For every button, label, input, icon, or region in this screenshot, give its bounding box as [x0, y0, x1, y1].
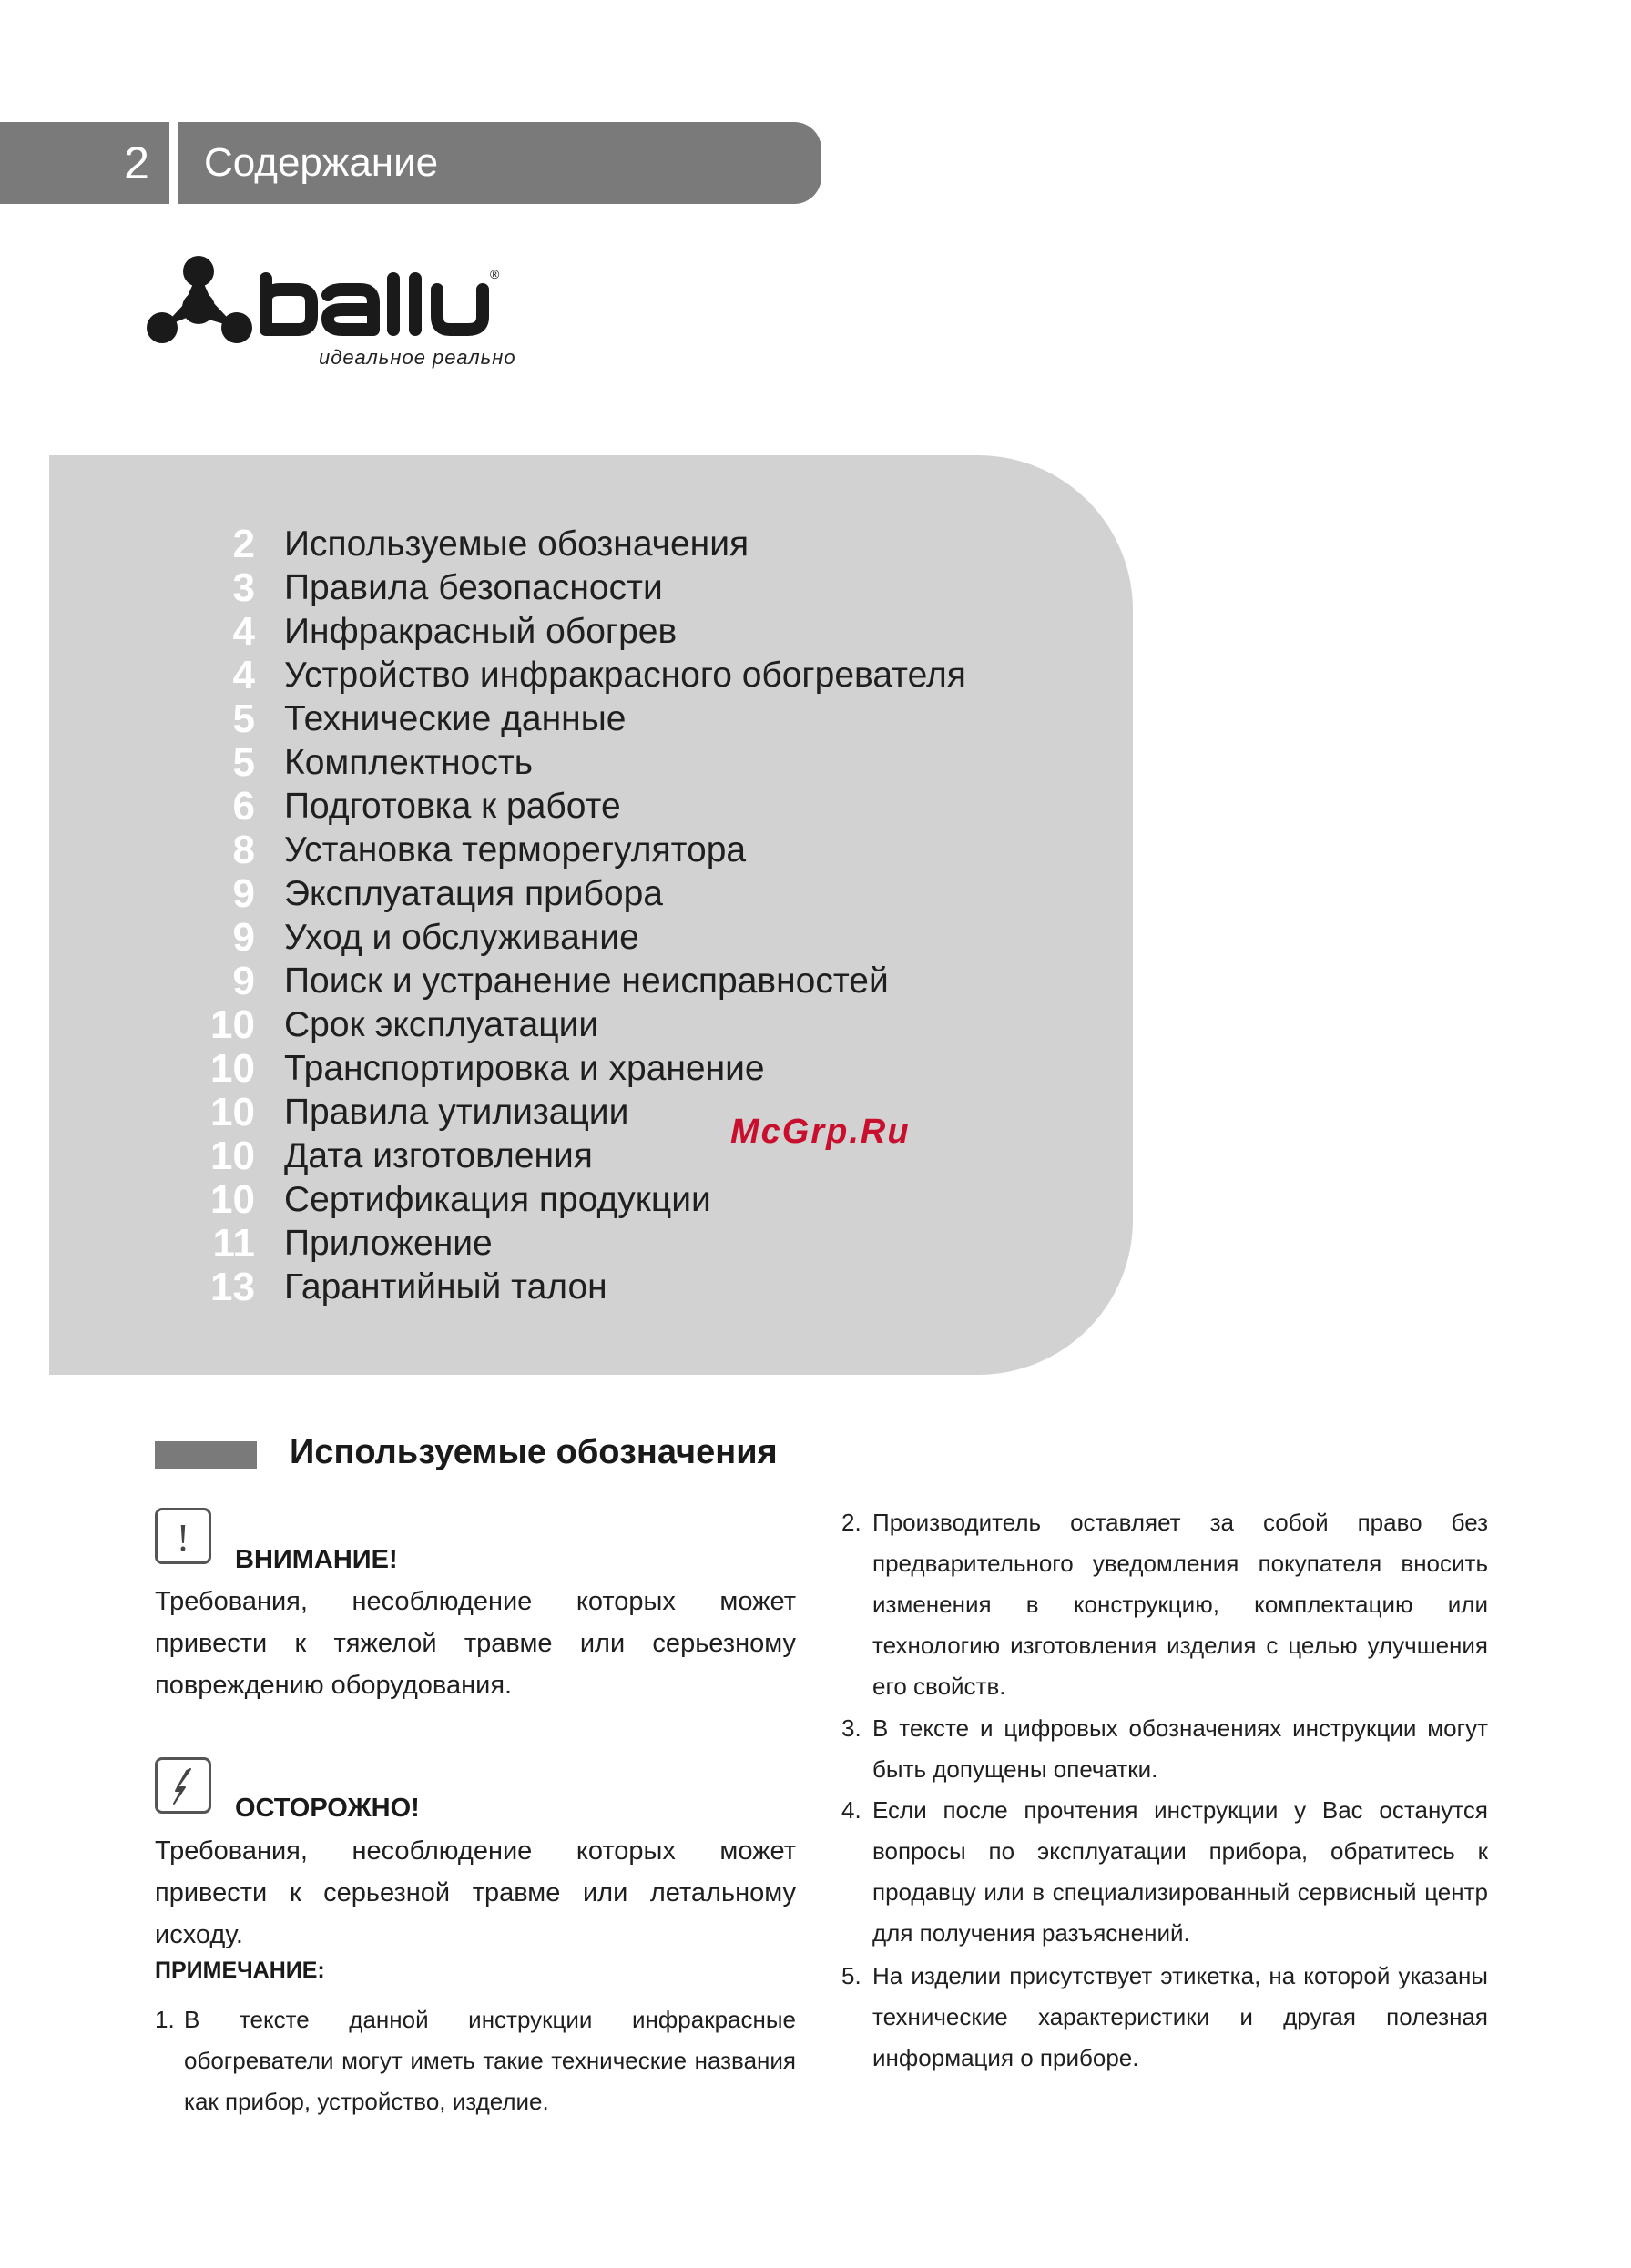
- toc-title: Подготовка к работе: [284, 787, 621, 826]
- toc-entry[interactable]: [49, 1222, 1133, 1266]
- exclamation-icon: [155, 1508, 211, 1564]
- toc-title: Устройство инфракрасного обогревателя: [284, 656, 966, 695]
- toc-title: Гарантийный талон: [284, 1267, 607, 1307]
- brand-wordmark: [266, 279, 483, 330]
- toc-page-number: 10: [210, 1002, 255, 1047]
- toc-title: Инфракрасный обогрев: [284, 612, 678, 651]
- note-item: [155, 1999, 796, 2122]
- logo-tagline: идеальное реально: [319, 346, 516, 369]
- toc-entry[interactable]: [49, 1091, 1133, 1134]
- toc-page-number: 8: [232, 828, 255, 872]
- toc-entry[interactable]: [49, 697, 1133, 741]
- section-heading: Используемые обозначения: [290, 1433, 778, 1471]
- toc-page-number: 11: [212, 1221, 255, 1266]
- toc-title: Дата изготовления: [284, 1136, 593, 1175]
- toc-page-number: 10: [210, 1177, 255, 1222]
- page-number: 2: [124, 137, 149, 188]
- toc-page-number: 5: [232, 740, 255, 785]
- watermark: McGrp.Ru: [730, 1113, 911, 1151]
- note-item: [841, 1708, 1488, 1790]
- warning-text: Требования, несоблюдение которых может привести к тяжелой травме или серьезному повреждению оборудования.: [155, 1587, 796, 1700]
- toc-entry[interactable]: [49, 1047, 1133, 1091]
- toc-page-number: 13: [210, 1265, 255, 1309]
- toc-title: Комплектность: [284, 743, 534, 782]
- toc-entry[interactable]: [49, 1003, 1133, 1047]
- toc-title: Уход и обслуживание: [284, 918, 639, 957]
- toc-page-number: 6: [232, 784, 255, 829]
- toc-title: Поиск и устранение неисправностей: [284, 961, 889, 1001]
- toc-entry[interactable]: [49, 523, 1133, 566]
- toc-title: Технические данные: [284, 699, 627, 738]
- toc-entry[interactable]: [49, 741, 1133, 785]
- toc-page-number: 10: [210, 1046, 255, 1091]
- note-number: 4.: [841, 1796, 861, 1824]
- toc-title: Приложение: [284, 1224, 493, 1263]
- toc-entry[interactable]: [49, 610, 1133, 654]
- toc-page-number: 10: [210, 1134, 255, 1178]
- lightning-icon: [155, 1757, 211, 1814]
- note-item: [841, 1956, 1488, 2079]
- toc-entry[interactable]: [49, 566, 1133, 610]
- registered-mark: ®: [490, 267, 500, 281]
- toc-page-number: 2: [232, 522, 255, 566]
- toc-title: Правила утилизации: [284, 1093, 629, 1132]
- heading-bar: [155, 1441, 257, 1469]
- propeller-icon: [147, 256, 252, 343]
- toc-page-number: 10: [210, 1090, 255, 1134]
- warning-label: ВНИМАНИЕ!: [235, 1545, 398, 1574]
- note-label: ПРИМЕЧАНИЕ:: [155, 1958, 325, 1983]
- toc-entry[interactable]: [49, 785, 1133, 829]
- toc-title: Эксплуатация прибора: [284, 874, 663, 913]
- note-number: 1.: [155, 2006, 175, 2033]
- toc-page-number: 9: [232, 915, 255, 960]
- note-text: Если после прочтения инструкции у Вас останутся вопросы по эксплуатации прибора, обратитесь к продавцу или в специализированный сервисный центр для получения разъяснений.: [872, 1796, 1488, 1947]
- toc-entry[interactable]: [49, 916, 1133, 960]
- note-item: [841, 1790, 1488, 1954]
- section-title: Содержание: [204, 140, 439, 185]
- toc-entry[interactable]: [49, 1266, 1133, 1309]
- toc-entry[interactable]: [49, 654, 1133, 697]
- toc-title: Срок эксплуатации: [284, 1005, 599, 1044]
- toc-title: Используемые обозначения: [284, 524, 749, 564]
- toc-page-number: 4: [232, 609, 255, 654]
- toc-page-number: 9: [232, 871, 255, 916]
- toc-title: Сертификация продукции: [284, 1180, 711, 1219]
- note-text: На изделии присутствует этикетка, на которой указаны технические характеристики и другая полезная информация о приборе.: [872, 1962, 1488, 2071]
- toc-entry[interactable]: [49, 872, 1133, 916]
- svg-text:!: !: [177, 1518, 189, 1560]
- toc-entry[interactable]: [49, 1178, 1133, 1222]
- note-text: В тексте и цифровых обозначениях инструкции могут быть допущены опечатки.: [872, 1714, 1488, 1783]
- toc-page-number: 3: [232, 565, 255, 610]
- toc-title: Установка терморегулятора: [284, 830, 747, 870]
- note-text: В тексте данной инструкции инфракрасные обогреватели могут иметь такие технические названия как прибор, устройство, изделие.: [184, 2006, 796, 2115]
- note-number: 5.: [841, 1962, 861, 1989]
- caution-label: ОСТОРОЖНО!: [235, 1794, 420, 1823]
- toc-entry[interactable]: [49, 960, 1133, 1003]
- toc-entry[interactable]: [49, 1134, 1133, 1178]
- toc-entry[interactable]: [49, 829, 1133, 872]
- note-number: 2.: [841, 1509, 861, 1536]
- toc-page-number: 4: [232, 653, 255, 697]
- note-item: [841, 1502, 1488, 1707]
- toc-title: Правила безопасности: [284, 568, 663, 607]
- note-number: 3.: [841, 1714, 861, 1742]
- toc-page-number: 5: [232, 697, 255, 741]
- caution-text: Требования, несоблюдение которых может привести к серьезной травме или летальному исходу.: [155, 1836, 796, 1949]
- header-separator: [169, 122, 178, 204]
- note-text: Производитель оставляет за собой право без предварительного уведомления покупателя вносить изменения в конструкцию, комплектацию или технологию изготовления изделия с целью улучшения его свойств.: [872, 1509, 1488, 1700]
- table-of-contents: [49, 455, 1133, 1375]
- toc-title: Транспортировка и хранение: [284, 1049, 765, 1088]
- toc-page-number: 9: [232, 959, 255, 1003]
